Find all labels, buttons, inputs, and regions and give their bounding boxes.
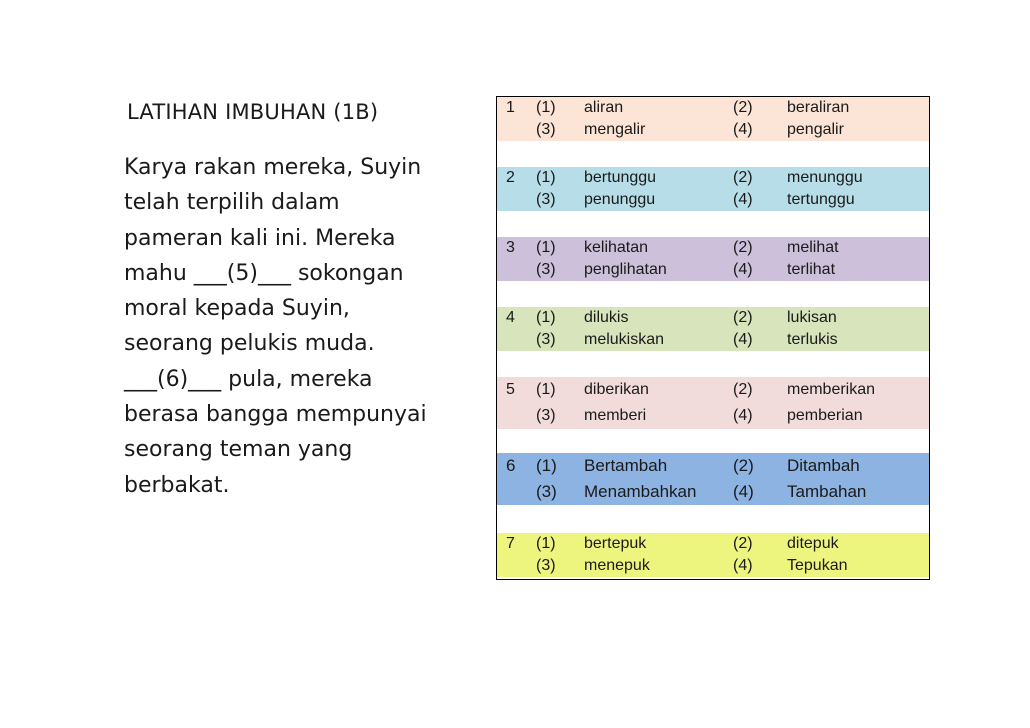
- passage-line: telah terpilih dalam: [124, 190, 340, 216]
- option-word: penunggu: [584, 191, 656, 208]
- passage: [124, 150, 464, 503]
- option-word: memberikan: [787, 381, 876, 398]
- option-label: (4): [733, 191, 753, 208]
- passage-line: seorang teman yang: [124, 437, 353, 463]
- option-row: [497, 97, 929, 119]
- option-row: [497, 167, 929, 189]
- option-label: (1): [536, 239, 556, 256]
- option-label: (4): [733, 331, 753, 348]
- option-word: tertunggu: [787, 191, 855, 208]
- option-row: [497, 555, 929, 577]
- option-word: penglihatan: [584, 261, 667, 278]
- option-row: [497, 533, 929, 555]
- passage-line: seorang pelukis muda.: [124, 331, 375, 357]
- option-row: [497, 307, 929, 329]
- option-label: (1): [536, 456, 557, 475]
- option-word: melihat: [787, 239, 839, 256]
- option-word: melukiskan: [584, 331, 665, 348]
- option-row: [497, 329, 929, 351]
- option-row: [497, 119, 929, 141]
- option-label: (4): [733, 261, 753, 278]
- passage-line: mahu ___(5)___ sokongan: [124, 260, 404, 286]
- question-number: 1: [506, 99, 515, 116]
- option-word: lukisan: [787, 309, 837, 326]
- passage-line: ___(6)___ pula, mereka: [124, 366, 373, 392]
- option-word: terlihat: [787, 261, 836, 278]
- option-word: bertepuk: [584, 535, 647, 552]
- question-number: 2: [506, 169, 515, 186]
- option-label: (4): [733, 121, 753, 138]
- worksheet-title: LATIHAN IMBUHAN (1B): [127, 100, 379, 124]
- option-label: (4): [733, 407, 753, 424]
- option-label: (1): [536, 309, 556, 326]
- option-row: [497, 259, 929, 281]
- option-label: (2): [733, 169, 753, 186]
- option-label: (2): [733, 239, 753, 256]
- passage-line: moral kepada Suyin,: [124, 296, 350, 322]
- option-label: (2): [733, 381, 753, 398]
- option-row: [497, 237, 929, 259]
- option-word: dilukis: [584, 309, 629, 326]
- option-word: beraliran: [787, 99, 850, 116]
- question-number: 3: [506, 239, 515, 256]
- option-label: (4): [733, 557, 753, 574]
- option-word: Bertambah: [584, 456, 668, 475]
- question-number: 6: [506, 456, 516, 475]
- option-row: [497, 453, 929, 479]
- option-word: aliran: [584, 99, 624, 116]
- question-number: 7: [506, 535, 515, 552]
- option-label: (3): [536, 557, 556, 574]
- option-row: [497, 403, 929, 429]
- option-word: pemberian: [787, 407, 863, 424]
- question-number: 5: [506, 381, 515, 398]
- option-label: (3): [536, 261, 556, 278]
- option-label: (3): [536, 407, 556, 424]
- option-word: menepuk: [584, 557, 650, 574]
- option-word: bertunggu: [584, 169, 657, 186]
- option-word: Menambahkan: [584, 482, 697, 501]
- option-word: Tepukan: [787, 557, 848, 574]
- option-word: ditepuk: [787, 535, 839, 552]
- option-label: (2): [733, 535, 753, 552]
- option-row: [497, 479, 929, 505]
- option-label: (3): [536, 191, 556, 208]
- option-label: (2): [733, 456, 754, 475]
- option-label: (2): [733, 99, 753, 116]
- option-word: diberikan: [584, 381, 649, 398]
- option-label: (4): [733, 482, 754, 501]
- passage-line: Karya rakan mereka, Suyin: [124, 155, 422, 180]
- question-number: 4: [506, 309, 515, 326]
- option-label: (1): [536, 535, 556, 552]
- option-word: menunggu: [787, 169, 863, 186]
- option-word: kelihatan: [584, 239, 649, 256]
- option-word: pengalir: [787, 121, 844, 138]
- option-label: (1): [536, 99, 556, 116]
- option-label: (3): [536, 121, 556, 138]
- passage-line: pameran kali ini. Mereka: [124, 225, 396, 251]
- option-label: (1): [536, 169, 556, 186]
- passage-line: berasa bangga mempunyai: [124, 402, 427, 428]
- option-word: Ditambah: [787, 456, 860, 475]
- option-word: mengalir: [584, 121, 646, 138]
- option-word: Tambahan: [787, 482, 867, 501]
- option-label: (2): [733, 309, 753, 326]
- option-word: memberi: [584, 407, 647, 424]
- passage-line: berbakat.: [124, 472, 230, 498]
- option-label: (3): [536, 482, 557, 501]
- option-word: terlukis: [787, 331, 838, 348]
- option-row: [497, 189, 929, 211]
- answer-options-table: [496, 96, 930, 580]
- option-label: (3): [536, 331, 556, 348]
- option-row: [497, 377, 929, 403]
- option-label: (1): [536, 381, 556, 398]
